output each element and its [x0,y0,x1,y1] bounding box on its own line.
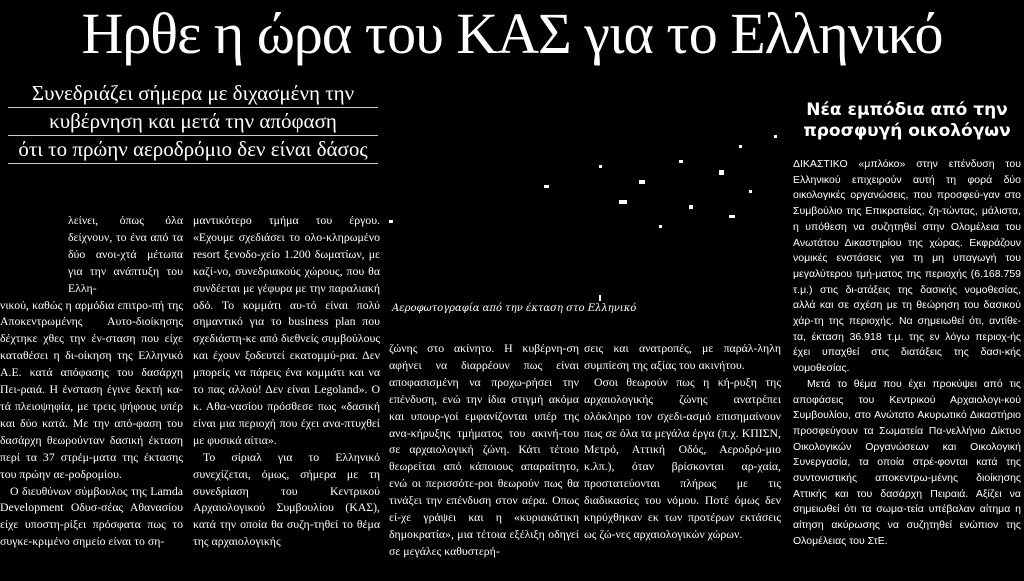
paragraph: Το σίριαλ για το Ελληνικό συνεχίζεται, όμως, σήμερα με τη συνεδρίαση του Κεντρικού Αρχαιολογικού Συμβουλίου (ΚΑΣ), κατά την οποία θα συζη-τηθεί το θέμα της αρχαιολογικής [193,449,380,549]
subheadline [8,80,378,164]
paragraph: σεις και ανατροπές, με παράλ-ληλη συμπίεση της αξίας του ακινήτου. [584,341,781,372]
subhead-line: Συνεδριάζει σήμερα με διχασμένη την [8,80,378,108]
article-column-3 [389,340,579,560]
sidebar-column [793,157,1021,550]
paragraph: Ο διευθύνων σύμβουλος της Lamda Development Οδυσ-σέας Αθανασίου είχε υποστη-ρίξει πρόσφατα πως το συγκε-κριμένο σημείο είναι το ση- [0,483,183,549]
article-column-4 [584,340,781,543]
subhead-line: ότι το πρώην αεροδρόμιο δεν είναι δάσος [8,136,378,164]
column-text: λείνει, όπως όλα δείχνουν, το ένα από τα δύο ανοι-χτά μέτωπα για την ανάπτυξη του Ελλη- [68,213,183,295]
article-column-1 [0,212,183,550]
paragraph: ΔΙΚΑΣΤΙΚΟ «μπλόκο» στην επένδυση του Ελληνικού επιχειρούν αυτή τη φορά δύο οικολογικές οργανώσεις, που προσφεύ-γαν στο Συμβούλιο της Επικρατείας, ζη-τώντας, μάλιστα, η υπόθεση να συζητηθεί στην Ολομέλεια του Ανωτάτου Δικαστηρίου της χώρας. Εκφράζουν νομικές ενστάσεις για τη μη υπαγωγή του μεγαλύτερου τμή-ματος της περιοχής (6.168.759 τ.μ.) στις δι-ατάξεις της δασικής νομοθεσίας, αλλά και σε σχέση με τη θεώρηση του δασικού χάρ-τη της περιοχής. Να σημειωθεί ότι, αντίθε-τα, έκταση 36.918 τ.μ. της εν λόγω περιοχ-ής έχει υπαχθεί στις διατάξεις της δασι-κής νομοθεσίας. [793,158,1021,375]
subhead-line: κυβέρνηση και μετά την απόφαση [8,108,378,136]
paragraph: ζώνης στο ακίνητο. Η κυβέρνη-ση αφήνει να διαρρέουν πως είναι αποφασισμένη να προχω-ρήσει την επένδυση, ενώ την ίδια στιγμή ακόμα και υπουρ-γοί εμφανίζονται υπέρ της ανα-κήρυξης τμήματος του ακινή-του σε αρχαιολογική ζώνη. Κάτι τέτοιο θεωρείται από κάποιους απαραίτητο, ενώ οι περισσότε-ροι θεωρούν πως θα τινάξει την επένδυση στον αέρα. Οπως εί-χε γράψει και η «κυριακάτικη δημοκρατία», μια τέτοια εξέλιξη οδηγεί σε μεγάλες καθυστερή- [389,341,579,558]
article-column-2 [193,212,380,550]
paragraph: Μετά το θέμα που έχει προκύψει από τις αποφάσεις του Κεντρικού Αρχαιολογι-κού Συμβουλίου, στο Ανώτατο Ακυρωτικό Δικαστήριο προσφεύγουν τα Σωματεία Πα-νελλήνιο Δίκτυο Οικολογικών Οργανώσεων και Οικολογική Συνεργασία, τα οποία στρέ-φονται κατά της συντονιστικής αποκεντρω-μένης διοίκησης Αττικής και του δασάρχη Πειραιά. Αξίζει να σημειωθεί ότι τα σωμα-τεία υπέβαλαν αίτημα η αίτηση ακύρωσης να συζητηθεί ενώπιον της Ολομέλειας του ΣτΕ. [793,377,1021,547]
paragraph: μαντικότερο τμήμα του έργου. «Εχουμε σχεδιάσει το ολο-κληρωμένο resort ξενοδο-χείο 1.200 δωματίων, με καζί-νο, συνεδριακούς χώρους, που θα συνδέεται με γέφυρα με την παραλιακή οδό. Το κομμάτι αυ-τό είναι πολύ σημαντικό για το business plan που σχεδιάστη-κε από διεθνείς συμβούλους και έχουν ξοδευτεί εκατομμύ-ρια. Δεν μπορείς να πάρεις ένα κομμάτι και να το πας αλλού! Δεν είναι Legoland». Ο κ. Αθα-νασίου πρόσθεσε πως «δασική είναι μια περιοχή που έχει ανα-πτυχθεί με φυσικά αίτια». [193,213,380,447]
paragraph: Οσοι θεωρούν πως η κή-ρυξη της αρχαιολογικής ζώνης ανατρέπει ολόκληρο τον σχεδι-ασμό επισημαίνουν πως σε όλα τα μεγάλα έργα (π.χ. ΚΠΙΣΝ, Μετρό, Αττική Οδός, Αεροδρό-μιο κ.λπ.), όταν βρίσκονται αρ-χαία, προστατεύονται πλήρως με τις διαδικασίες του νόμου. Ποτέ όμως δεν κηρύχθηκαν εκ των προτέρων εκτάσεις ως ζώ-νες αρχαιολογικών χώρων. [584,374,781,541]
photo-caption: Αεροφωτογραφία από την έκταση στο Ελληνικό [392,303,637,314]
sidebar-title: Νέα εμπόδια από την προσφυγή οικολόγων [803,100,1011,141]
paragraph: νικού, καθώς η αρμόδια επιτρο-πή της Αποκεντρωμένης Αυτο-διοίκησης δέχτηκε χθες την έν-σταση που είχε καταθέσει η δι-οίκηση της Ελληνικό Α.Ε. κατά απόφασης του δασάρχη Πει-ραιά. Η ένσταση έγινε δεκτή κα-τά πλειοψηφία, με τρεις ψήφους υπέρ και δύο κατά. Με την από-φαση του δασάρχη θεωρούνταν δασική έκταση περί τα 37 στρέμ-ματα της έκτασης του πρώην αε-ροδρομίου. [0,297,183,481]
headline: Ηρθε η ώρα του ΚΑΣ για το Ελληνικό [81,1,943,66]
